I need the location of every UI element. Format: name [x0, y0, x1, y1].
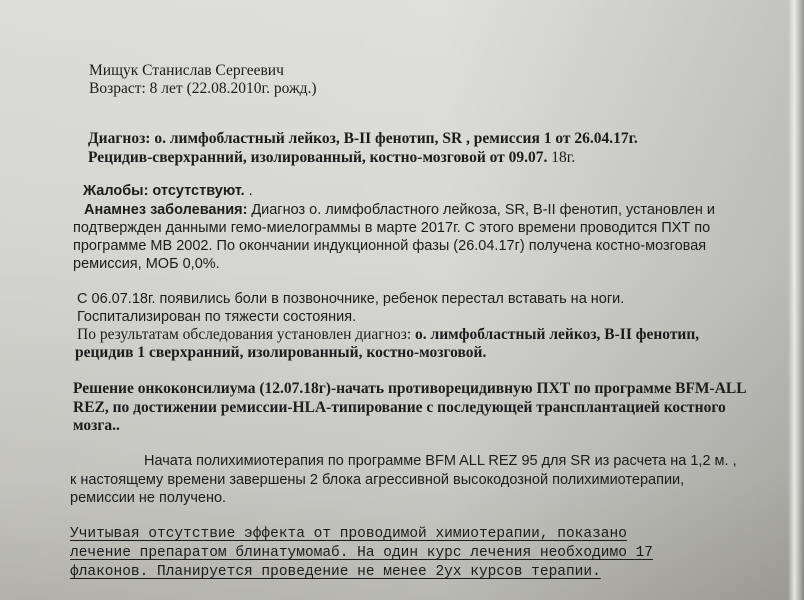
- therapy-line-1: Начата полихимиотерапия по программе BFM ALL REZ 95 для SR из расчета на 1,2 м. ,: [144, 453, 737, 469]
- therapy-line-3: ремиссии не получено.: [70, 490, 227, 506]
- anamnesis-text: Диагноз о. лимфобластного лейкоза, SR, В-II фенотип, установлен и: [251, 202, 716, 218]
- conclusion-line-3: флаконов. Планируется проведение не менее 2ух курсов терапии.: [70, 564, 601, 580]
- relapse-line-1: С 06.07.18г. появились боли в позвоночнике, ребенок перестал вставать на ноги.: [77, 291, 625, 307]
- council-line-2: REZ, по достижении ремиссии-HLA-типирование с последующей трансплантацией костного: [73, 399, 726, 416]
- diagnosis-line-2: [88, 149, 575, 167]
- patient-age: Возраст: 8 лет (22.08.2010г. рожд.): [89, 80, 317, 97]
- relapse-line-4: рецидив 1 сверхранний, изолированный, костно-мозговой.: [75, 344, 487, 361]
- conclusion-line-1: Учитывая отсутствие эффекта от проводимой химиотерапии, показано: [70, 526, 627, 542]
- paper-edge-shadow: [788, 0, 804, 600]
- complaints-label: Жалобы: отсутствуют.: [83, 183, 245, 199]
- relapse-line-3: [77, 326, 699, 344]
- anamnesis-label: Анамнез заболевания:: [84, 202, 248, 218]
- patient-name: Мищук Станислав Сергеевич: [89, 62, 284, 79]
- complaints-tail: .: [248, 183, 253, 199]
- relapse-line-2: Госпитализирован по тяжести состояния.: [77, 309, 357, 325]
- anamnesis-line-4: ремиссия, МОБ 0,0%.: [73, 256, 220, 272]
- diagnosis-line-1: Диагноз: о. лимфобластный лейкоз, В-II фенотип, SR , ремиссия 1 от 26.04.17г.: [88, 130, 638, 147]
- anamnesis-line-3: программе МВ 2002. По окончании индукционной фазы (26.04.17г) получена костно-мозговая: [73, 238, 707, 254]
- relapse-result-text: По результатам обследования установлен диагноз:: [77, 326, 412, 343]
- complaints: [83, 182, 253, 200]
- anamnesis-line-2: подтвержден данными гемо-миелограммы в марте 2017г. С этого времени проводится ПХТ по: [73, 220, 711, 236]
- council-line-1: Решение онкоконсилиума (12.07.18г)-начать противорецидивную ПХТ по программе BFM-ALL: [73, 380, 747, 397]
- conclusion-line-2: лечение препаратом блинатумомаб. На один курс лечения необходимо 17: [70, 545, 653, 561]
- diagnosis-relapse-year: 18г.: [551, 149, 576, 166]
- anamnesis-line-1: [84, 201, 715, 219]
- therapy-line-2: к настоящему времени завершены 2 блока агрессивной высокодозной полихимиотерапии,: [70, 472, 685, 488]
- council-line-3: мозга..: [73, 417, 120, 434]
- relapse-diagnosis: о. лимфобластный лейкоз, В-II фенотип,: [415, 326, 700, 343]
- diagnosis-relapse: Рецидив-сверхранний, изолированный, костно-мозговой от 09.07.: [88, 149, 548, 166]
